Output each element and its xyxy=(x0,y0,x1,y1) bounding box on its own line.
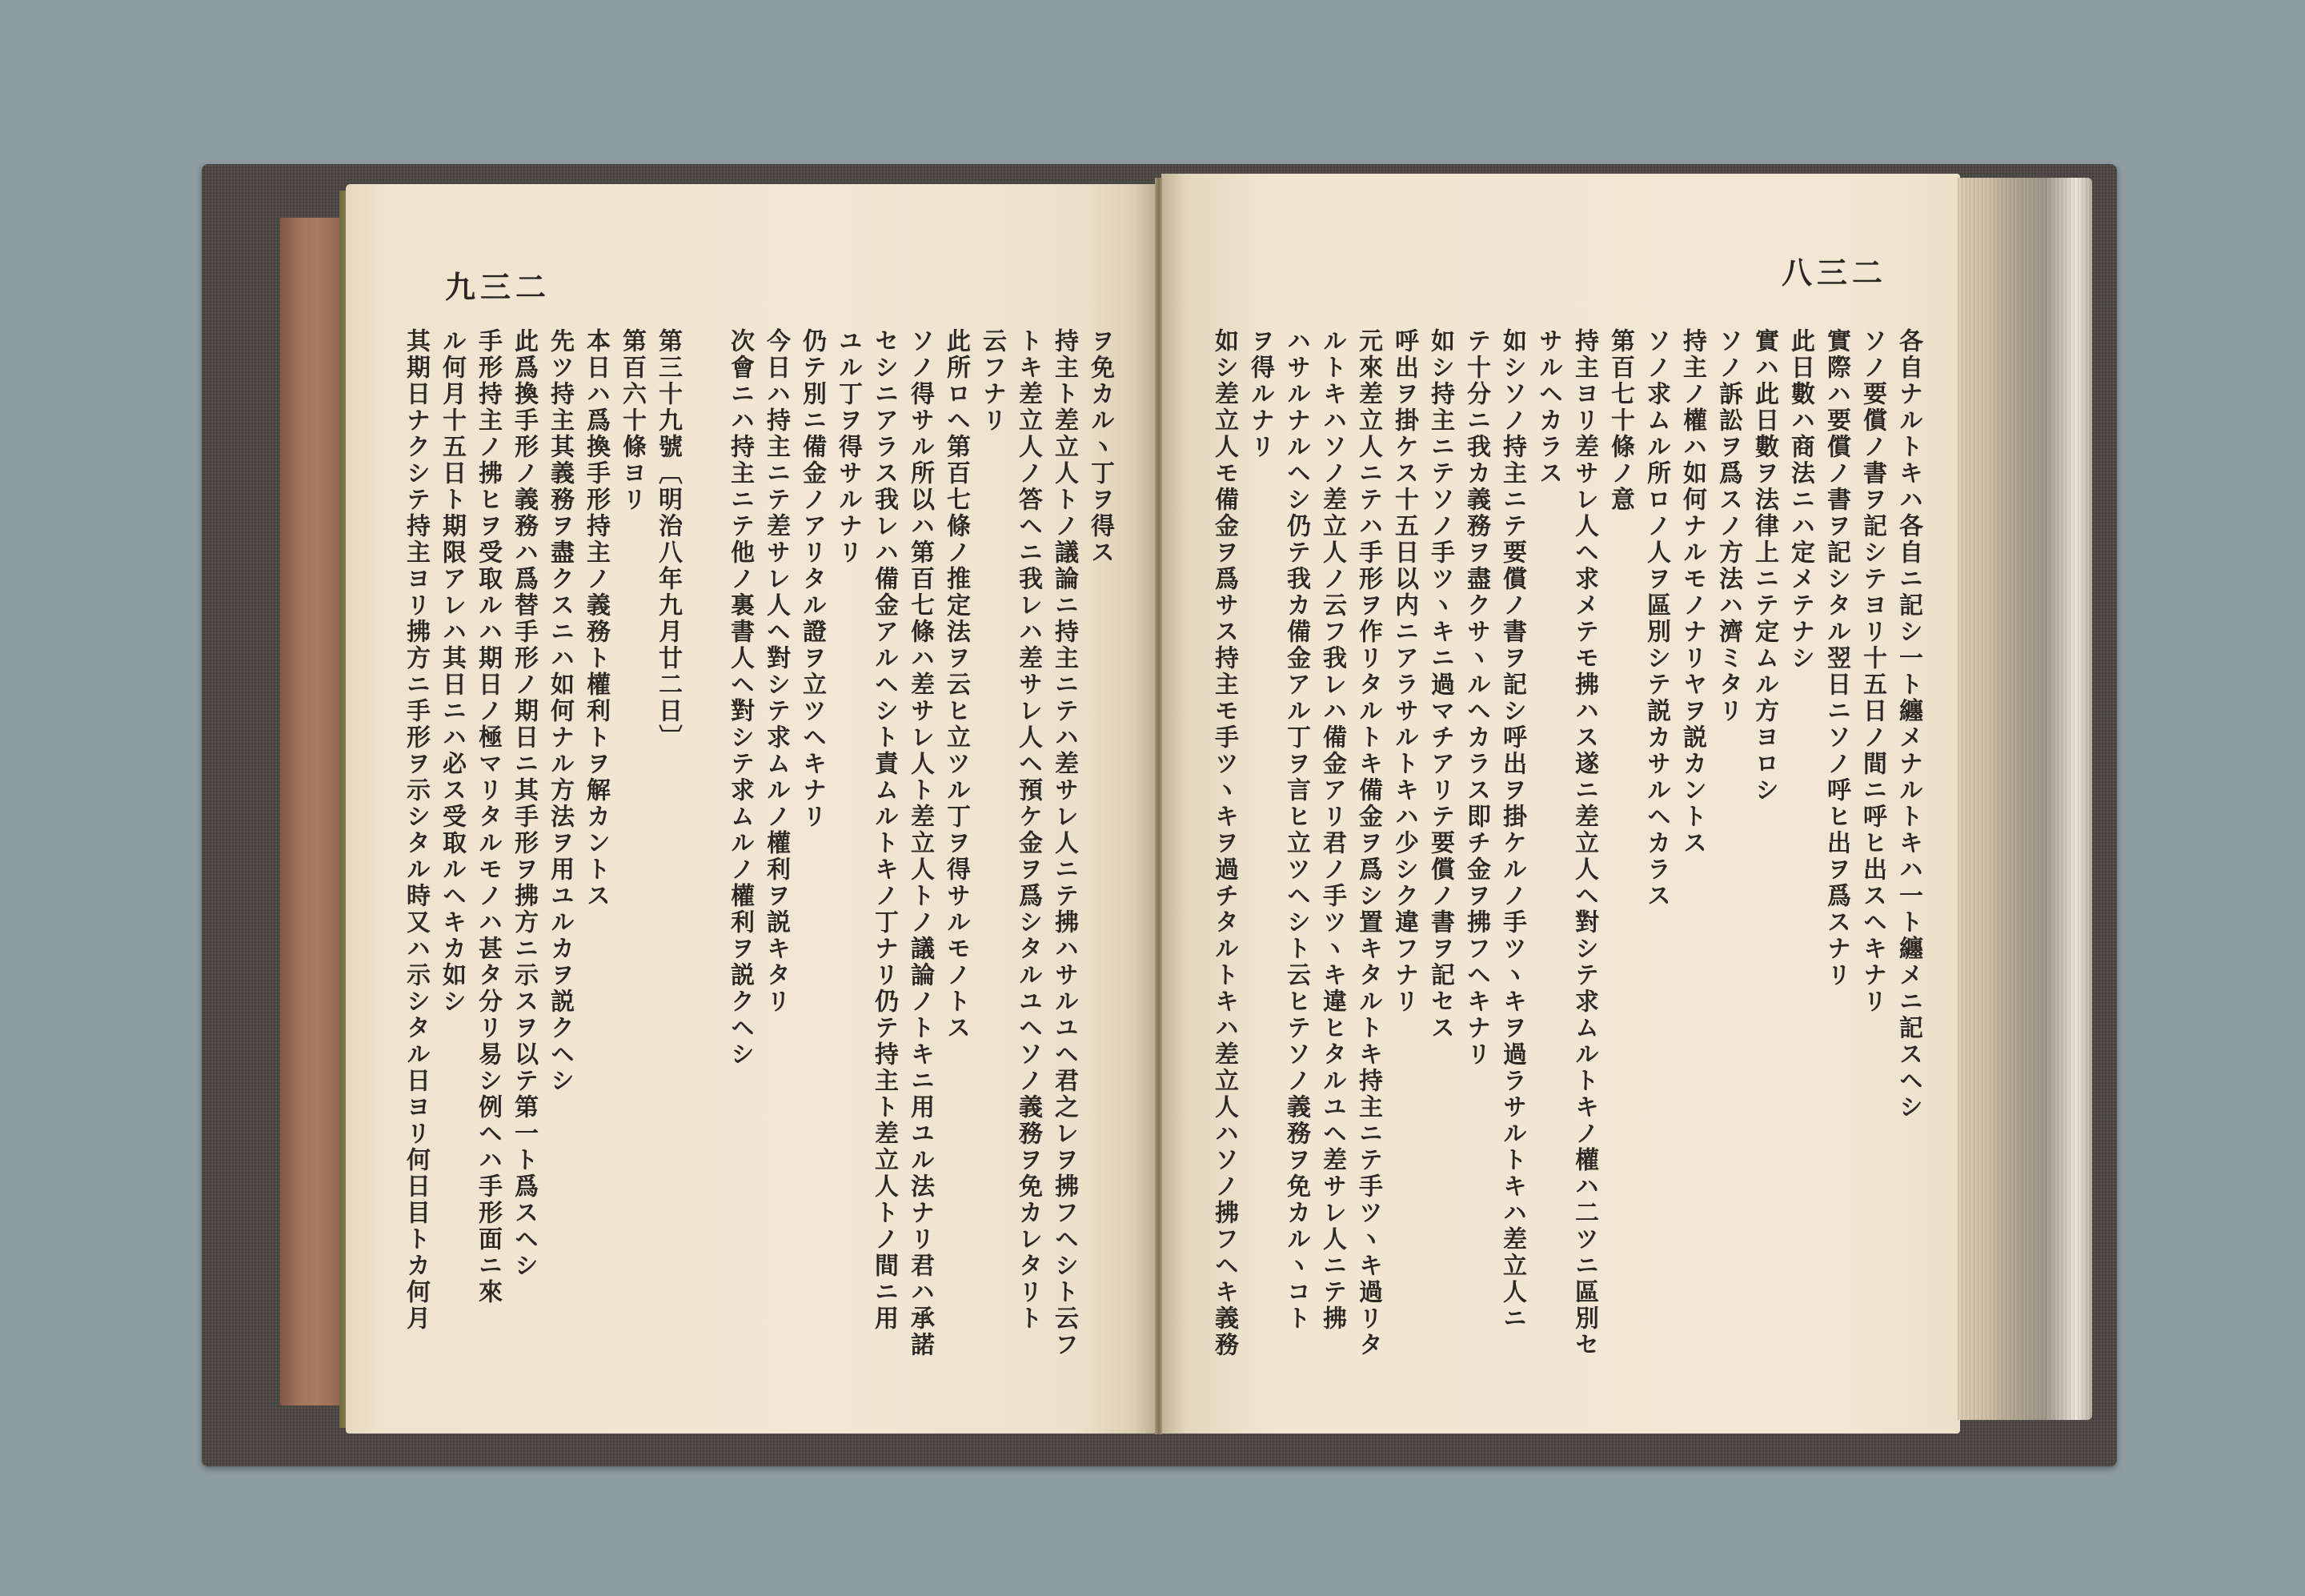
text-column: セシニアラス我レハ備金アルヘシト責ムルトキノ丁ナリ仍テ持主ト差立人トノ間ニ用 xyxy=(870,328,898,1332)
text-column: 如シ持主ニテソノ手ツヽキニ過マチアリテ要償ノ書ヲ記セス xyxy=(1426,328,1454,1041)
text-column: 持主ノ權ハ如何ナルモノナリヤヲ説カントス xyxy=(1678,328,1706,856)
right-page-text xyxy=(1206,328,1926,1417)
right-page-edges xyxy=(1958,178,2092,1420)
text-column: サルヘカラス xyxy=(1534,328,1562,487)
text-column: 此爲換手形ノ義務ハ爲替手形ノ期日ニ其手形ヲ拂方ニ示スヲ以テ第一ト爲スヘシ xyxy=(510,328,538,1279)
text-column: ソノ要償ノ書ヲ記シテヨリ十五日ノ間ニ呼ヒ出スヘキナリ xyxy=(1858,328,1886,1015)
text-column: ヲ得ルナリ xyxy=(1246,328,1274,460)
text-column: 實ハ此日數ヲ法律上ニテ定ムル方ヨロシ xyxy=(1750,328,1778,804)
text-column: ユル丁ヲ得サルナリ xyxy=(834,328,862,566)
text-column: 各自ナルトキハ各自ニ記シ一ト纏メナルトキハ一ト纏メニ記スヘシ xyxy=(1894,328,1922,1121)
book-gutter xyxy=(1155,178,1162,1434)
text-column: 仍テ別ニ備金ノアリタル證ヲ立ツヘキナリ xyxy=(798,328,826,830)
text-column: 實際ハ要償ノ書ヲ記シタル翌日ニソノ呼ヒ出ヲ爲スナリ xyxy=(1822,328,1850,988)
text-column: 手形持主ノ拂ヒヲ受取ルハ期日ノ極マリタルモノハ甚タ分リ易シ例ヘハ手形面ニ來 xyxy=(474,328,502,1305)
section-heading: 第百六十條ヨリ xyxy=(618,328,646,513)
text-column: 元來差立人ニテハ手形ヲ作リタルトキ備金ヲ爲シ置キタルトキ持主ニテ手ツヽキ過リタ xyxy=(1354,328,1382,1358)
section-heading: 第百七十條ノ意 xyxy=(1606,328,1634,513)
text-column: ソノ訴訟ヲ爲スノ方法ハ濟ミタリ xyxy=(1714,328,1742,724)
text-column: ル何月十五日ト期限アレハ其日ニハ必ス受取ルヘキカ如シ xyxy=(438,328,466,1015)
text-column: 本日ハ爲換手形持主ノ義務ト權利トヲ解カントス xyxy=(582,328,610,909)
text-column: 今日ハ持主ニテ差サレ人ヘ對シテ求ムルノ權利ヲ説キタリ xyxy=(762,328,790,1015)
text-column: 持主ト差立人トノ議論ニ持主ニテハ差サレ人ニテ拂ハサルユヘ君之レヲ拂フヘシト云フ xyxy=(1050,328,1078,1358)
text-column: 此日數ハ商法ニハ定メテナシ xyxy=(1786,328,1814,672)
text-column: ソノ得サル所以ハ第百七條ハ差サレ人ト差立人トノ議論ノトキニ用ユル法ナリ君ハ承諾 xyxy=(906,328,934,1358)
text-column: ルトキハソノ差立人ノ云フ我レハ備金アリ君ノ手ツヽキ違ヒタルユヘ差サレ人ニテ拂 xyxy=(1318,328,1346,1332)
text-column: ヲ免カルヽ丁ヲ得ス xyxy=(1086,328,1114,566)
text-column: 此所ロヘ第百七條ノ推定法ヲ云ヒ立ツル丁ヲ得サルモノトス xyxy=(942,328,970,1041)
left-page-text xyxy=(398,328,1118,1417)
text-column: 云フナリ xyxy=(978,328,1006,434)
lecture-heading: 第三十九號〔明治八年九月廿二日〕 xyxy=(654,328,682,751)
cover-board xyxy=(280,218,341,1406)
text-column: 如シ差立人モ備金ヲ爲サス持主モ手ツヽキヲ過チタルトキハ差立人ハソノ拂フヘキ義務 xyxy=(1210,328,1238,1358)
text-column: 次會ニハ持主ニテ他ノ裏書人ヘ對シテ求ムルノ權利ヲ説クヘシ xyxy=(726,328,754,1068)
text-column: 其期日ナクシテ持主ヨリ拂方ニ手形ヲ示シタル時又ハ示シタル日ヨリ何日目トカ何月 xyxy=(402,328,430,1332)
text-column: 先ツ持主其義務ヲ盡クスニハ如何ナル方法ヲ用ユルカヲ説クヘシ xyxy=(546,328,574,1094)
text-column: 持主ヨリ差サレ人ヘ求メテモ拂ハス遂ニ差立人ヘ對シテ求ムルトキノ權ハ二ツニ區別セ xyxy=(1570,328,1598,1358)
text-column: 呼出ヲ掛ケス十五日以内ニアラサルトキハ少シク違フナリ xyxy=(1390,328,1418,1015)
text-column: ハサルナルヘシ仍テ我カ備金アル丁ヲ言ヒ立ツヘシト云ヒテソノ義務ヲ免カルヽコト xyxy=(1282,328,1310,1332)
page-number: 八三二 xyxy=(1782,255,1888,291)
text-column: トキ差立人ノ答ヘニ我レハ差サレ人ヘ預ケ金ヲ爲シタルユヘソノ義務ヲ免カレタリト xyxy=(1014,328,1042,1332)
text-column: ソノ求ムル所ロノ人ヲ區別シテ説カサルヘカラス xyxy=(1642,328,1670,909)
text-column: 如シソノ持主ニテ要償ノ書ヲ記シ呼出ヲ掛ケルノ手ツヽキヲ過ラサルトキハ差立人ニ xyxy=(1498,328,1526,1332)
page-number: 九三二 xyxy=(445,269,551,305)
text-column: テ十分ニ我カ義務ヲ盡クサヽルヘカラス即チ金ヲ拂フヘキナリ xyxy=(1462,328,1490,1068)
